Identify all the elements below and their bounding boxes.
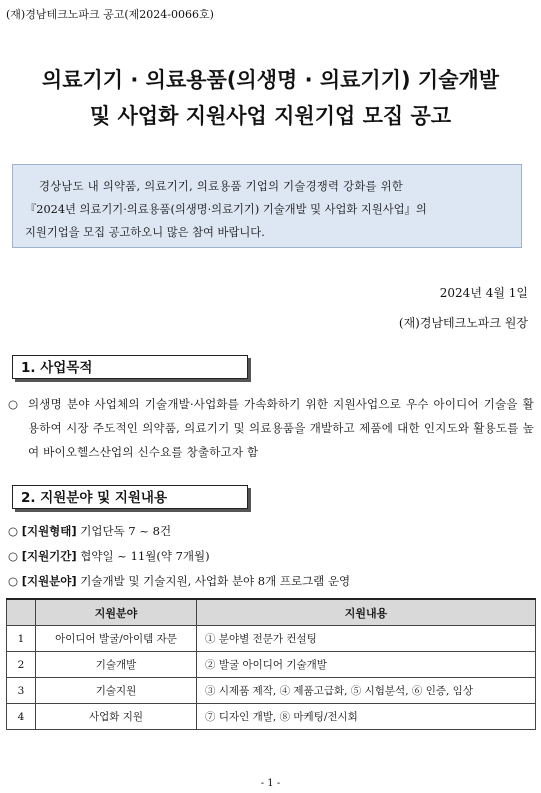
item-text: 기술개발 및 기술지원, 사업화 분야 8개 프로그램 운영 — [76, 574, 351, 588]
section-2-heading: 2. 지원분야 및 지원내용 — [12, 485, 248, 509]
item-tag: [지원분야] — [21, 574, 77, 588]
row-field: 아이디어 발굴/아이템 자문 — [36, 626, 197, 652]
announcement-date: 2024년 4월 1일 — [439, 286, 528, 300]
summary-line-2: 『2024년 의료기기·의료용품(의생명·의료기기) 기술개발 및 사업화 지원사업』의 — [25, 203, 427, 216]
item-tag: [지원기간] — [21, 549, 77, 563]
support-table — [6, 598, 536, 730]
table-header-number — [7, 599, 36, 626]
row-number: 3 — [7, 678, 36, 704]
circle-bullet-icon: ○ — [8, 574, 19, 588]
table-header-field: 지원분야 — [36, 599, 197, 626]
circle-bullet-icon: ○ — [8, 524, 19, 538]
circle-bullet-icon: ○ — [8, 397, 19, 411]
table-row — [7, 626, 536, 652]
table-row — [7, 678, 536, 704]
support-type-item — [8, 523, 171, 539]
notice-number: (재)경남테크노파크 공고(제2024-0066호) — [6, 8, 214, 21]
item-tag: [지원형태] — [21, 524, 77, 538]
row-number: 2 — [7, 652, 36, 678]
row-content: ② 발굴 아이디어 기술개발 — [197, 652, 536, 678]
table-row — [7, 704, 536, 730]
row-number: 1 — [7, 626, 36, 652]
row-content: ③ 시제품 제작, ④ 제품고급화, ⑤ 시험분석, ⑥ 인증, 임상 — [197, 678, 536, 704]
support-period-item — [8, 548, 210, 564]
table-row — [7, 652, 536, 678]
issuing-organization: (재)경남테크노파크 원장 — [398, 316, 528, 330]
table-header-row — [7, 599, 536, 626]
summary-line-3: 지원기업을 모집 공고하오니 많은 참여 바랍니다. — [25, 226, 265, 239]
section-1-heading: 1. 사업목적 — [12, 355, 248, 379]
row-number: 4 — [7, 704, 36, 730]
page-number: - 1 - — [260, 778, 281, 789]
table-header-content: 지원내용 — [197, 599, 536, 626]
row-field: 사업화 지원 — [36, 704, 197, 730]
title-line-1: 의료기기 · 의료용품(의생명 · 의료기기) 기술개발 — [41, 68, 500, 92]
row-content: ① 분야별 전문가 컨설팅 — [197, 626, 536, 652]
document-title — [0, 62, 541, 134]
summary-line-1: 경상남도 내 의약품, 의료기기, 의료용품 기업의 기술경쟁력 강화를 위한 — [39, 180, 404, 193]
title-line-2: 및 사업화 지원사업 지원기업 모집 공고 — [89, 104, 452, 128]
item-text: 기업단독 7 ~ 8건 — [76, 524, 172, 538]
row-field: 기술개발 — [36, 652, 197, 678]
row-field: 기술지원 — [36, 678, 197, 704]
support-field-item — [8, 573, 350, 589]
purpose-text: 의생명 분야 사업체의 기술개발·사업화를 가속화하기 위한 지원사업으로 우수 아이디어 기술을 활용하여 시장 주도적인 의약품, 의료기기 및 의료용품을 개발하고 제품에 대한 인지도와 활용도를 높여 바이오헬스산업의 신수요를 창출하고자 함 — [28, 397, 534, 459]
row-content: ⑦ 디자인 개발, ⑧ 마케팅/전시회 — [197, 704, 536, 730]
circle-bullet-icon: ○ — [8, 549, 19, 563]
section-1-paragraph — [8, 392, 534, 464]
item-text: 협약일 ~ 11월(약 7개월) — [76, 549, 210, 563]
summary-box — [12, 164, 522, 248]
